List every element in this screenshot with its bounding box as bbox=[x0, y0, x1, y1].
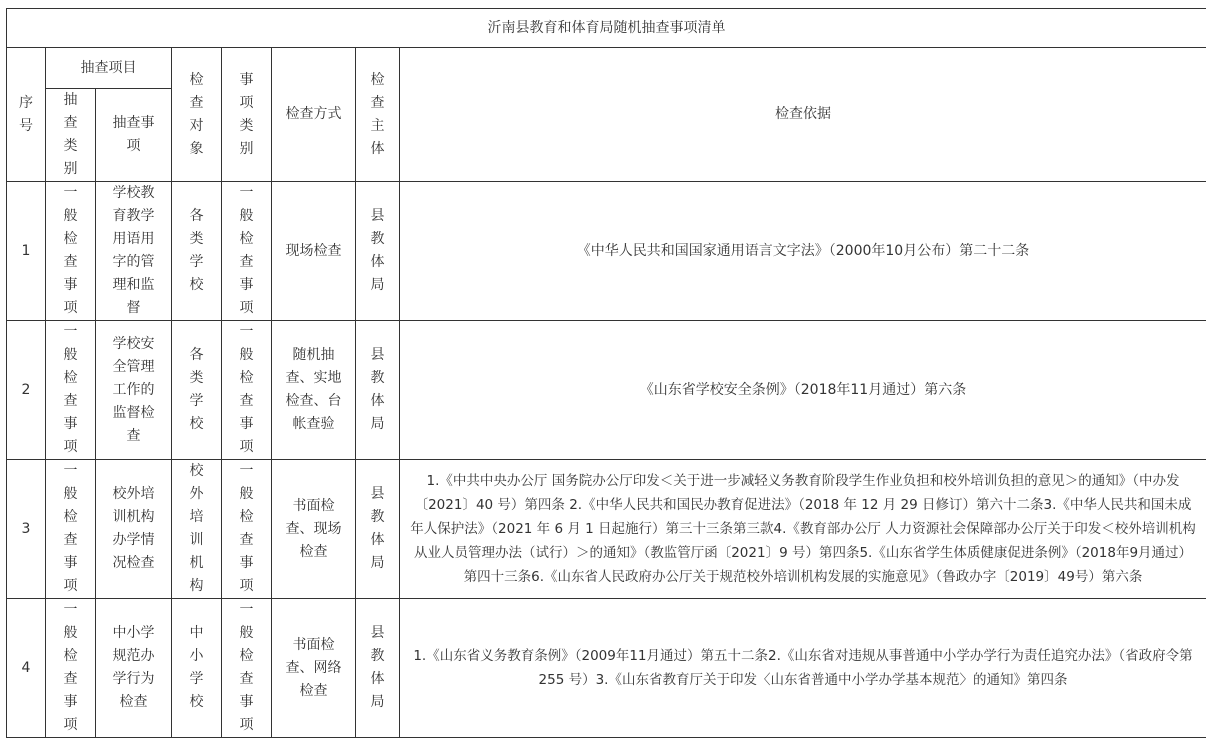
cell-subject: 县教体局 bbox=[356, 599, 400, 738]
cell-target: 校外培训机构 bbox=[172, 460, 222, 599]
header-method: 检查方式 bbox=[272, 48, 356, 182]
header-basis: 检查依据 bbox=[400, 48, 1206, 182]
cell-item: 校外培训机构办学情况检查 bbox=[96, 460, 172, 599]
table-row bbox=[7, 460, 1206, 599]
cell-seq: 4 bbox=[7, 599, 46, 738]
cell-seq: 3 bbox=[7, 460, 46, 599]
cell-method: 随机抽查、实地检查、台帐查验 bbox=[272, 321, 356, 460]
header-target: 检查对象 bbox=[172, 48, 222, 182]
cell-seq: 2 bbox=[7, 321, 46, 460]
cell-basis: 《山东省学校安全条例》（2018年11月通过）第六条 bbox=[400, 321, 1206, 460]
cell-item-type: 一般检查事项 bbox=[222, 321, 272, 460]
header-row-1 bbox=[7, 48, 1206, 89]
header-subject: 检查主体 bbox=[356, 48, 400, 182]
cell-target: 中小学校 bbox=[172, 599, 222, 738]
cell-item: 学校教育教学用语用字的管理和监督 bbox=[96, 182, 172, 321]
cell-target: 各类学校 bbox=[172, 321, 222, 460]
table-row bbox=[7, 321, 1206, 460]
cell-method: 书面检查、网络检查 bbox=[272, 599, 356, 738]
cell-item: 中小学规范办学行为检查 bbox=[96, 599, 172, 738]
cell-method: 书面检查、现场检查 bbox=[272, 460, 356, 599]
cell-item: 学校安全管理工作的监督检查 bbox=[96, 321, 172, 460]
cell-category: 一般检查事项 bbox=[46, 182, 96, 321]
table-row bbox=[7, 182, 1206, 321]
header-item: 抽查事项 bbox=[96, 89, 172, 182]
cell-target: 各类学校 bbox=[172, 182, 222, 321]
cell-category: 一般检查事项 bbox=[46, 321, 96, 460]
title-row bbox=[7, 9, 1206, 48]
cell-item-type: 一般检查事项 bbox=[222, 182, 272, 321]
cell-subject: 县教体局 bbox=[356, 321, 400, 460]
header-inspection-items: 抽查项目 bbox=[46, 48, 172, 89]
table-title: 沂南县教育和体育局随机抽查事项清单 bbox=[7, 9, 1206, 48]
cell-subject: 县教体局 bbox=[356, 460, 400, 599]
header-item-type: 事项类别 bbox=[222, 48, 272, 182]
cell-basis: 1.《山东省义务教育条例》（2009年11月通过）第五十二条2.《山东省对违规从事普通中小学办学行为责任追究办法》（省政府令第 255 号）3.《山东省教育厅关于印发〈山东省普通中小学办学基本规范〉的通知》第四条 bbox=[400, 599, 1206, 738]
header-category: 抽查类别 bbox=[46, 89, 96, 182]
cell-subject: 县教体局 bbox=[356, 182, 400, 321]
cell-item-type: 一般检查事项 bbox=[222, 460, 272, 599]
cell-basis: 1.《中共中央办公厅 国务院办公厅印发＜关于进一步减轻义务教育阶段学生作业负担和校外培训负担的意见＞的通知》（中办发〔2021〕40 号）第四条 2.《中华人民共和国民办教育促进法》（2018 年 12 月 29 日修订）第六十二条3.《中华人民共和国未成年人保护法》（2021 年 6 月 1 日起施行）第三十三条第三款4.《教育部办公厅 人力资源社会保障部办公厅关于印发＜校外培训机构从业人员管理办法（试行）＞的通知》（教监管厅函〔2021〕9 号）第四条5.《山东省学生体质健康促进条例》（2018年9月通过）第四十三条6.《山东省人民政府办公厅关于规范校外培训机构发展的实施意见》（鲁政办字〔2019〕49号）第六条 bbox=[400, 460, 1206, 599]
cell-category: 一般检查事项 bbox=[46, 460, 96, 599]
cell-seq: 1 bbox=[7, 182, 46, 321]
cell-method: 现场检查 bbox=[272, 182, 356, 321]
table-row bbox=[7, 599, 1206, 738]
inspection-list-table bbox=[6, 8, 1206, 738]
cell-category: 一般检查事项 bbox=[46, 599, 96, 738]
header-seq: 序号 bbox=[7, 48, 46, 182]
cell-item-type: 一般检查事项 bbox=[222, 599, 272, 738]
cell-basis: 《中华人民共和国国家通用语言文字法》（2000年10月公布）第二十二条 bbox=[400, 182, 1206, 321]
